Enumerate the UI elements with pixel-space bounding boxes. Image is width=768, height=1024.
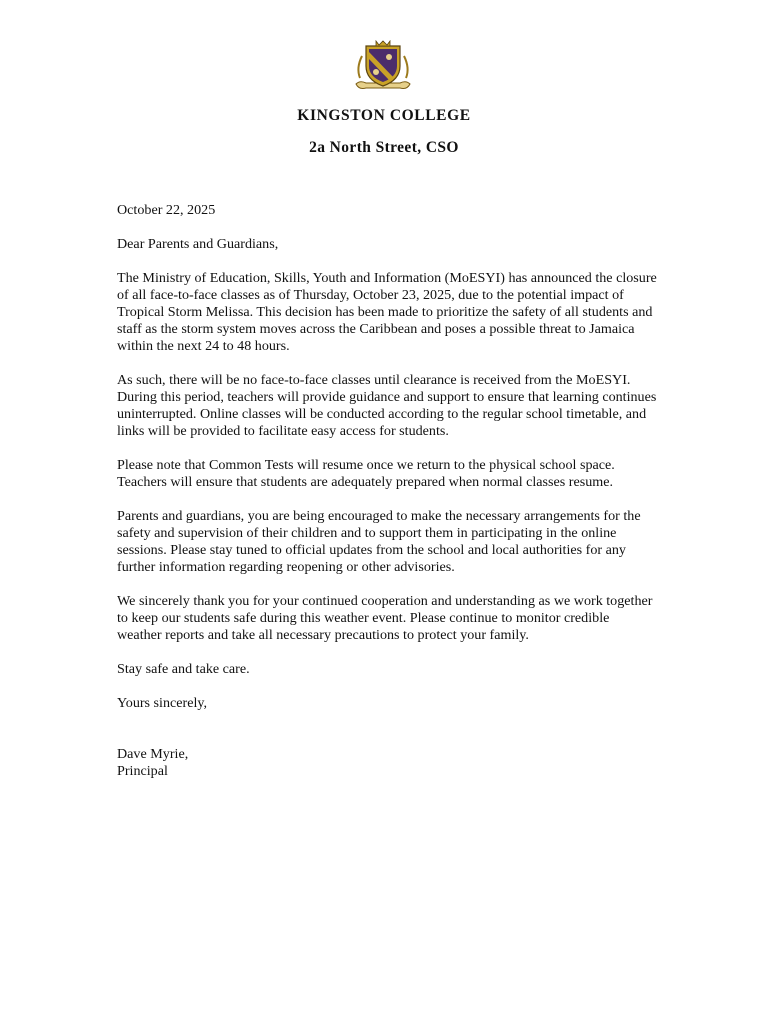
signatory-title: Principal: [117, 763, 168, 779]
signature-space: [117, 729, 657, 746]
letter-paragraph: The Ministry of Education, Skills, Youth and Information (MoESYI) has announced the closure of all face-to-face classes as of Thursday, October 23, 2025, due to the potential impact of Tropical Storm Melissa. This decision has been made to prioritize the safety of all students and staff as the storm system moves across the Caribbean and poses a possible threat to Jamaica within the next 24 to 48 hours.: [117, 270, 657, 354]
school-name: KINGSTON COLLEGE: [297, 107, 471, 124]
letter-paragraph: We sincerely thank you for your continued cooperation and understanding as we work together to keep our students safe during this weather event. Please continue to monitor credible weather reports and take all necessary precautions to protect your family.: [117, 593, 653, 643]
letter-closing-line: Stay safe and take care.: [117, 661, 250, 677]
school-address: 2a North Street, CSO: [309, 139, 459, 156]
letter-date: October 22, 2025: [117, 202, 216, 218]
letter-body: [117, 202, 657, 780]
school-crest-icon: [350, 40, 416, 96]
letter-paragraph: Parents and guardians, you are being encouraged to make the necessary arrangements for the safety and supervision of their children and to support them in participating in the online sessions. Please stay tuned to official updates from the school and local authorities for any further information regarding reopening or other advisories.: [117, 508, 641, 575]
letter-paragraph: Please note that Common Tests will resume once we return to the physical school space. Teachers will ensure that students are adequately prepared when normal classes resume.: [117, 457, 615, 490]
signatory-name: Dave Myrie,: [117, 746, 189, 762]
letter-salutation: Dear Parents and Guardians,: [117, 236, 279, 252]
letter-valediction: Yours sincerely,: [117, 695, 208, 711]
letter-paragraph: As such, there will be no face-to-face classes until clearance is received from the MoESYI. During this period, teachers will provide guidance and support to ensure that learning continues uninterrupted. Online classes will be conducted according to the regular school timetable, and links will be provided to facilitate easy access for students.: [117, 372, 657, 439]
